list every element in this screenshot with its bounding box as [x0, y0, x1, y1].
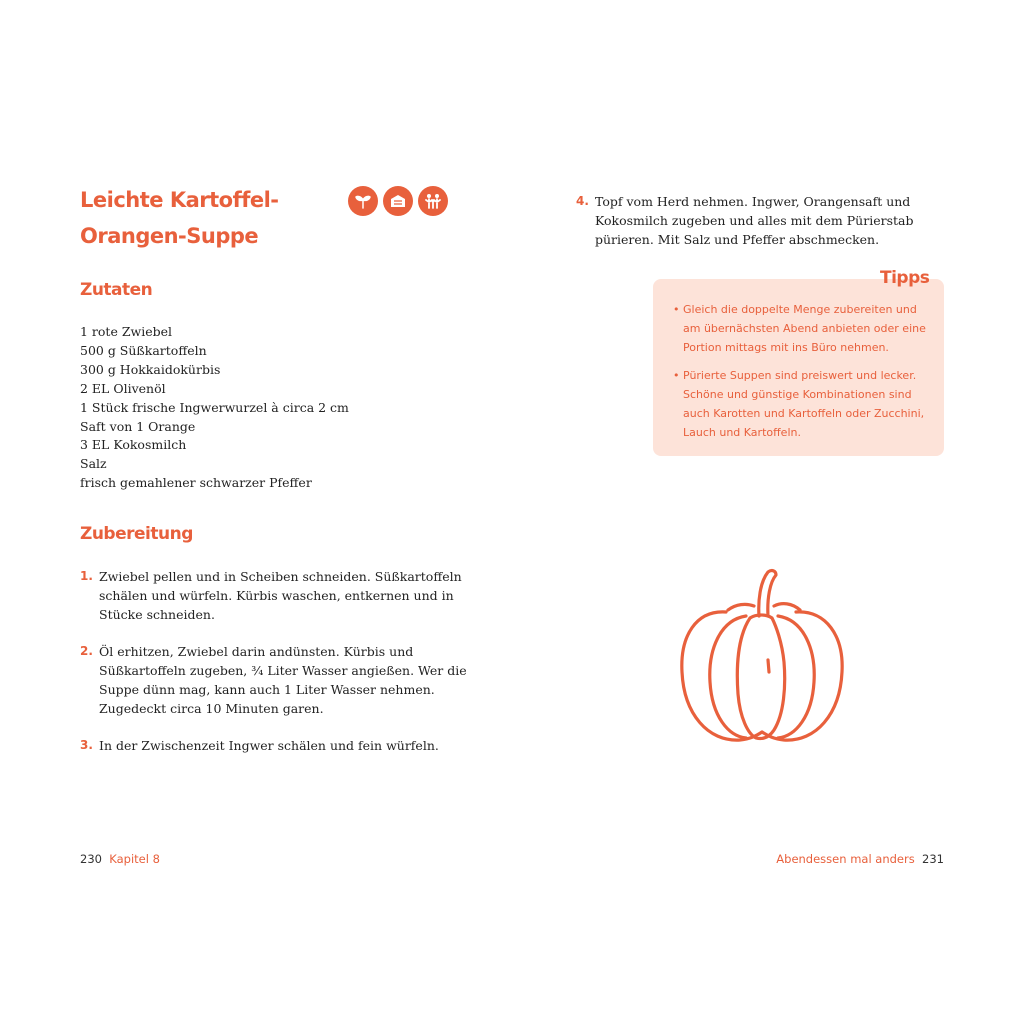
preparation-step [576, 192, 925, 249]
ingredients-heading: Zutaten [80, 280, 153, 300]
step-number: 3. [80, 738, 93, 752]
ingredient-item: 2 EL Olivenöl [80, 380, 166, 396]
ingredient-item: 500 g Süßkartoffeln [80, 342, 207, 358]
tips-box [653, 279, 944, 456]
tips-list [673, 301, 928, 443]
tip-item: • Gleich die doppelte Menge zubereiten und am übernächsten Abend anbieten oder eine Portion mittags mit ins Büro nehmen. [673, 301, 928, 357]
ingredient-item: Salz [80, 456, 107, 472]
ingredient-item: 300 g Hokkaidokürbis [80, 361, 221, 377]
pumpkin-icon [676, 566, 848, 746]
footer-right [776, 852, 944, 866]
preparation-step [80, 567, 469, 624]
tip-item: • Pürierte Suppen sind preiswert und lecker. Schöne und günstige Kombinationen sind auch Karotten und Kartoffeln oder Zucchini, Lauch und Kartoffeln. [673, 367, 928, 442]
ingredient-item: Saft von 1 Orange [80, 418, 196, 434]
step-number: 2. [80, 644, 93, 658]
preparation-step [80, 642, 469, 718]
step-text: In der Zwischenzeit Ingwer schälen und fein würfeln. [99, 738, 439, 753]
pantry-icon [383, 186, 413, 216]
vegetarian-icon [348, 186, 378, 216]
ingredient-item: 1 rote Zwiebel [80, 324, 172, 339]
preparation-heading: Zubereitung [80, 524, 193, 544]
ingredients-list [80, 323, 349, 493]
family-icon [418, 186, 448, 216]
chapter-label: Kapitel 8 [109, 852, 160, 866]
step-number: 4. [576, 194, 589, 208]
page-number: 231 [922, 852, 944, 866]
page-number: 230 [80, 852, 102, 866]
ingredient-item: 3 EL Kokosmilch [80, 437, 187, 453]
step-text: Öl erhitzen, Zwiebel darin andünsten. Kürbis und Süßkartoffeln zugeben, ¾ Liter Wasser angießen. Wer die Suppe dünn mag, kann auch 1 Liter Wasser nehmen. Zugedeckt circa 10 Minuten garen. [99, 644, 467, 716]
ingredient-item: frisch gemahlener schwarzer Pfeffer [80, 475, 312, 491]
recipe-title: Leichte Kartoffel-Orangen-Suppe [80, 188, 279, 248]
footer-left [80, 852, 160, 866]
step-text: Topf vom Herd nehmen. Ingwer, Orangensaft und Kokosmilch zugeben und alles mit dem Pürierstab pürieren. Mit Salz und Pfeffer abschmecken. [595, 194, 914, 247]
ingredient-item: 1 Stück frische Ingwerwurzel à circa 2 cm [80, 399, 349, 415]
chapter-title: Abendessen mal anders [776, 852, 915, 866]
step-text: Zwiebel pellen und in Scheiben schneiden. Süßkartoffeln schälen und würfeln. Kürbis waschen, entkernen und in Stücke schneiden. [99, 569, 462, 622]
recipe-icon-row [348, 186, 448, 216]
preparation-step [80, 736, 469, 755]
step-number: 1. [80, 569, 93, 583]
tips-heading: Tipps [880, 268, 930, 288]
